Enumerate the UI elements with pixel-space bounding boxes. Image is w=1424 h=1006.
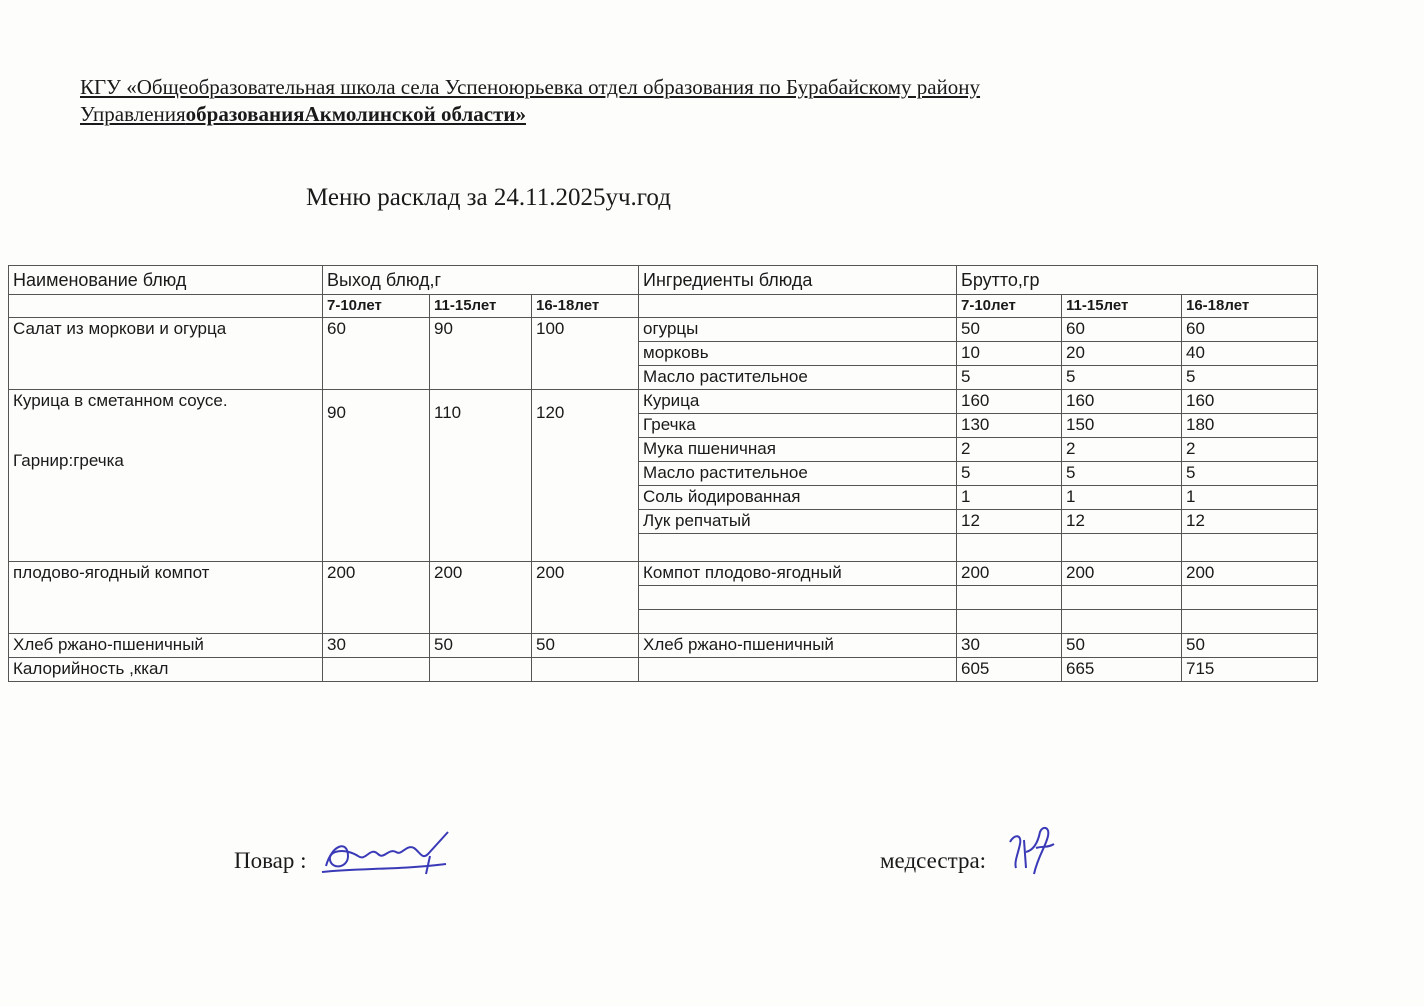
calories-value: 715 <box>1182 658 1318 682</box>
ingredient-brutto: 20 <box>1062 342 1182 366</box>
ingredient-brutto: 1 <box>1062 486 1182 510</box>
dish-output: 60 <box>323 318 430 390</box>
dish-garnish: Гарнир:гречка <box>13 451 124 470</box>
dish-output: 50 <box>430 634 532 658</box>
ingredient-brutto: 5 <box>1062 366 1182 390</box>
ingredient-brutto: 160 <box>1182 390 1318 414</box>
nurse-label: медсестра: <box>880 848 987 873</box>
dish-output: 200 <box>532 562 639 634</box>
brutto-age-7-10: 7-10лет <box>957 295 1062 318</box>
calories-label: Калорийность ,ккал <box>9 658 323 682</box>
ingredient-brutto: 50 <box>1182 634 1318 658</box>
header-line-2 <box>80 101 526 127</box>
header-brutto: Брутто,гр <box>957 266 1318 295</box>
ingredient-brutto: 1 <box>957 486 1062 510</box>
header-line-2-bold: образованияАкмолинской области» <box>185 102 527 126</box>
dish-output: 90 <box>430 318 532 390</box>
ingredient-brutto: 10 <box>957 342 1062 366</box>
dish-name: Салат из моркови и огурца <box>9 318 323 390</box>
header-dish: Наименование блюд <box>9 266 323 295</box>
dish-output: 110 <box>430 390 532 562</box>
brutto-age-16-18: 16-18лет <box>1182 295 1318 318</box>
calories-value: 605 <box>957 658 1062 682</box>
dish-output: 200 <box>430 562 532 634</box>
age-group-row <box>9 295 1318 318</box>
ingredient-brutto: 12 <box>1062 510 1182 534</box>
ingredient-brutto: 60 <box>1062 318 1182 342</box>
page-title: Меню расклад за 24.11.2025уч.год <box>306 184 671 211</box>
ingredient-brutto: 50 <box>957 318 1062 342</box>
calories-value: 665 <box>1062 658 1182 682</box>
table-row <box>9 634 1318 658</box>
ingredient-name: Масло растительное <box>639 366 957 390</box>
ingredient-brutto: 200 <box>957 562 1062 586</box>
table-row <box>9 562 1318 586</box>
dish-output: 50 <box>532 634 639 658</box>
calories-row <box>9 658 1318 682</box>
ingredient-brutto: 12 <box>1182 510 1318 534</box>
ingredient-name: Курица <box>639 390 957 414</box>
header-line-2-regular: Управления <box>80 102 186 126</box>
ingredient-brutto: 5 <box>1062 462 1182 486</box>
ingredient-brutto: 5 <box>957 462 1062 486</box>
dish-output: 30 <box>323 634 430 658</box>
brutto-age-11-15: 11-15лет <box>1062 295 1182 318</box>
nurse-signature <box>1004 822 1060 882</box>
ingredient-brutto: 1 <box>1182 486 1318 510</box>
cook-label: Повар : <box>234 848 307 873</box>
table-row <box>9 318 1318 342</box>
ingredient-name: Масло растительное <box>639 462 957 486</box>
table-row <box>9 390 1318 414</box>
output-age-16-18: 16-18лет <box>532 295 639 318</box>
ingredient-brutto: 30 <box>957 634 1062 658</box>
dish-output: 90 <box>323 390 430 562</box>
ingredient-name: Гречка <box>639 414 957 438</box>
header-row <box>9 266 1318 295</box>
ingredient-brutto: 12 <box>957 510 1062 534</box>
dish-output: 200 <box>323 562 430 634</box>
ingredient-brutto: 2 <box>1182 438 1318 462</box>
output-age-11-15: 11-15лет <box>430 295 532 318</box>
ingredient-brutto: 2 <box>1062 438 1182 462</box>
ingredient-brutto: 160 <box>1062 390 1182 414</box>
ingredient-brutto: 50 <box>1062 634 1182 658</box>
ingredient-name: Хлеб ржано-пшеничный <box>639 634 957 658</box>
ingredient-name: огурцы <box>639 318 957 342</box>
menu-table <box>8 265 1318 682</box>
ingredient-brutto: 5 <box>957 366 1062 390</box>
header-line-1: КГУ «Общеобразовательная школа села Успеноюрьевка отдел образования по Бурабайскому району <box>80 75 981 99</box>
header-ingredients: Ингредиенты блюда <box>639 266 957 295</box>
ingredient-name: морковь <box>639 342 957 366</box>
ingredient-brutto: 200 <box>1182 562 1318 586</box>
output-age-7-10: 7-10лет <box>323 295 430 318</box>
ingredient-brutto: 5 <box>1182 366 1318 390</box>
ingredient-brutto: 130 <box>957 414 1062 438</box>
ingredient-brutto: 180 <box>1182 414 1318 438</box>
ingredient-name: Компот плодово-ягодный <box>639 562 957 586</box>
ingredient-brutto: 150 <box>1062 414 1182 438</box>
dish-name: Хлеб ржано-пшеничный <box>9 634 323 658</box>
cook-signature <box>318 826 454 882</box>
dish-output: 100 <box>532 318 639 390</box>
dish-name-text: Курица в сметанном соусе. <box>13 391 228 410</box>
ingredient-brutto: 60 <box>1182 318 1318 342</box>
dish-name <box>9 390 323 562</box>
dish-name: плодово-ягодный компот <box>9 562 323 634</box>
ingredient-brutto: 160 <box>957 390 1062 414</box>
ingredient-name: Соль йодированная <box>639 486 957 510</box>
ingredient-brutto: 2 <box>957 438 1062 462</box>
ingredient-name: Лук репчатый <box>639 510 957 534</box>
ingredient-name: Мука пшеничная <box>639 438 957 462</box>
header-output: Выход блюд,г <box>323 266 639 295</box>
ingredient-brutto: 200 <box>1062 562 1182 586</box>
dish-output: 120 <box>532 390 639 562</box>
ingredient-brutto: 40 <box>1182 342 1318 366</box>
ingredient-brutto: 5 <box>1182 462 1318 486</box>
